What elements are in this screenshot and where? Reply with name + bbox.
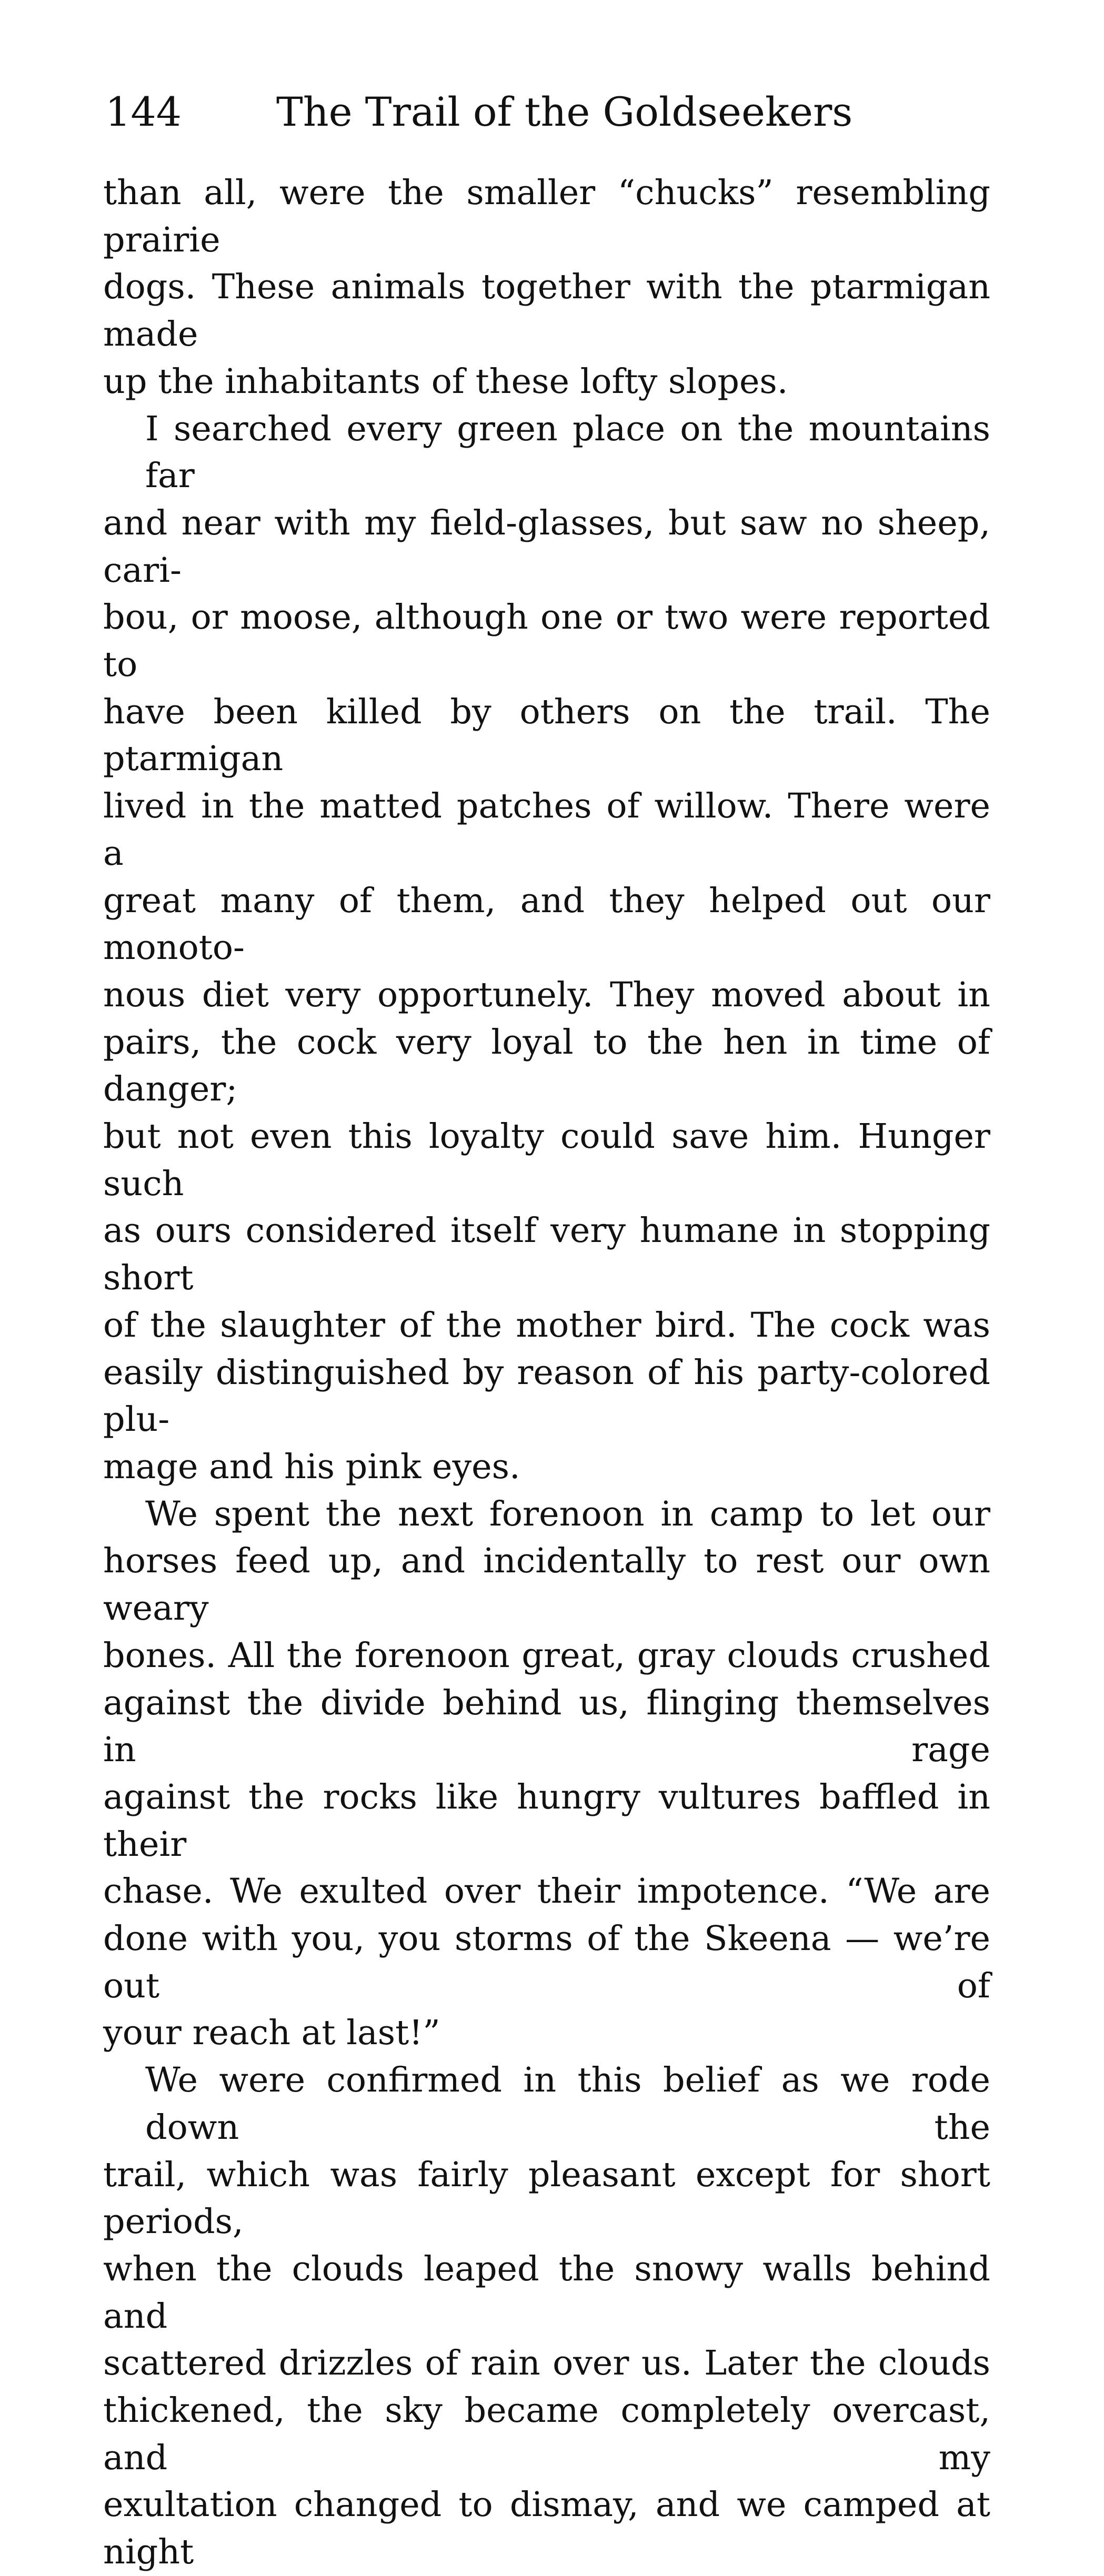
text-line: trail, which was fairly pleasant except for short periods, [103, 2155, 990, 2242]
text-line: nous diet very opportunely. They moved about in [103, 975, 990, 1015]
text-line: chase. We exulted over their impotence. “We are [103, 1872, 990, 1912]
text-line: against the rocks like hungry vultures baffled in their [103, 1777, 990, 1864]
text-line: We were confirmed in this belief as we rode down the [145, 2060, 990, 2147]
text-line: bou, or moose, although one or two were reported to [103, 598, 990, 685]
text-line: horses feed up, and incidentally to rest our own weary [103, 1541, 990, 1629]
text-line: than all, were the smaller “chucks” resembling prairie [103, 173, 990, 260]
text-line: I searched every green place on the mountains far [145, 409, 990, 496]
text-line: great many of them, and they helped out our monoto- [103, 881, 990, 968]
text-line: exultation changed to dismay, and we camped at night [103, 2485, 990, 2572]
text-line: dogs. These animals together with the ptarmigan made [103, 267, 990, 355]
text-line: pairs, the cock very loyal to the hen in time of danger; [103, 1022, 990, 1109]
text-line: when the clouds leaped the snowy walls behind and [103, 2249, 990, 2336]
text-line: thickened, the sky became completely overcast, and my [103, 2391, 990, 2478]
text-line: scattered drizzles of rain over us. Later the clouds [103, 2343, 990, 2383]
text-line: of the slaughter of the mother bird. The cock was [103, 1305, 990, 1345]
page-header [105, 83, 989, 141]
text-line: We spent the next forenoon in camp to let our [145, 1494, 990, 1534]
text-line: easily distinguished by reason of his party-colored plu- [103, 1352, 990, 1440]
text-line: your reach at last!” [103, 2013, 440, 2053]
text-line: have been killed by others on the trail. The ptarmigan [103, 692, 990, 779]
text-line: up the inhabitants of these lofty slopes. [103, 361, 788, 401]
text-line: done with you, you storms of the Skeena — we’re out of [103, 1919, 990, 2006]
text-line: bones. All the forenoon great, gray clouds crushed [103, 1635, 990, 1675]
text-line: as ours considered itself very humane in stopping short [103, 1211, 990, 1298]
text-line: mage and his pink eyes. [103, 1447, 520, 1487]
running-title: The Trail of the Goldseekers [276, 88, 853, 135]
text-line: lived in the matted patches of willow. There were a [103, 786, 990, 873]
text-line: and near with my field-glasses, but saw no sheep, cari- [103, 503, 990, 590]
text-line: against the divide behind us, flinging themselves in rage [103, 1683, 990, 1770]
text-line: but not even this loyalty could save him. Hunger such [103, 1117, 990, 1204]
body-text [103, 169, 990, 2576]
page-number: 144 [105, 88, 182, 135]
